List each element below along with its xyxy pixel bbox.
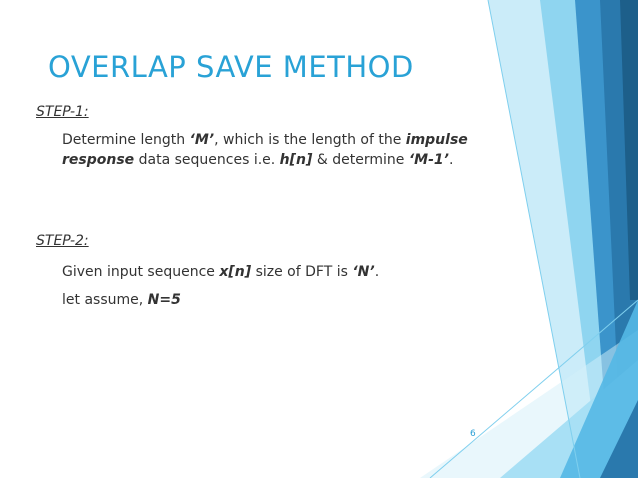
slide-title: OVERLAP SAVE METHOD	[48, 50, 414, 84]
step1-text-1: Determine length	[62, 132, 190, 148]
step1-m-quoted: ‘M’	[189, 132, 215, 148]
step2-text-3: .	[374, 264, 380, 280]
step1-text-3: data sequences i.e.	[134, 152, 280, 168]
step1-m-minus-1: ‘M-1’	[408, 152, 449, 168]
step1-text-4: & determine	[312, 152, 409, 168]
step2-assumption	[62, 290, 181, 310]
step2-n-quoted: ‘N’	[352, 264, 375, 280]
step1-response: response	[62, 152, 135, 168]
step1-hn: h[n]	[279, 152, 313, 168]
step1-text-5: .	[448, 152, 454, 168]
step1-impulse: impulse	[405, 132, 468, 148]
step2-text-2: size of DFT is	[251, 264, 353, 280]
step2-text	[62, 262, 379, 282]
step2-text-4: let assume,	[62, 292, 148, 308]
step2-n-value: N=5	[147, 292, 181, 308]
step1-label: STEP-1:	[36, 104, 89, 120]
step2-label: STEP-2:	[36, 233, 89, 249]
step2-text-1: Given input sequence	[62, 264, 220, 280]
step1-text-2: , which is the length of the	[214, 132, 406, 148]
step1-text	[62, 130, 468, 170]
page-number: 6	[470, 429, 476, 439]
step2-xn: x[n]	[219, 264, 252, 280]
